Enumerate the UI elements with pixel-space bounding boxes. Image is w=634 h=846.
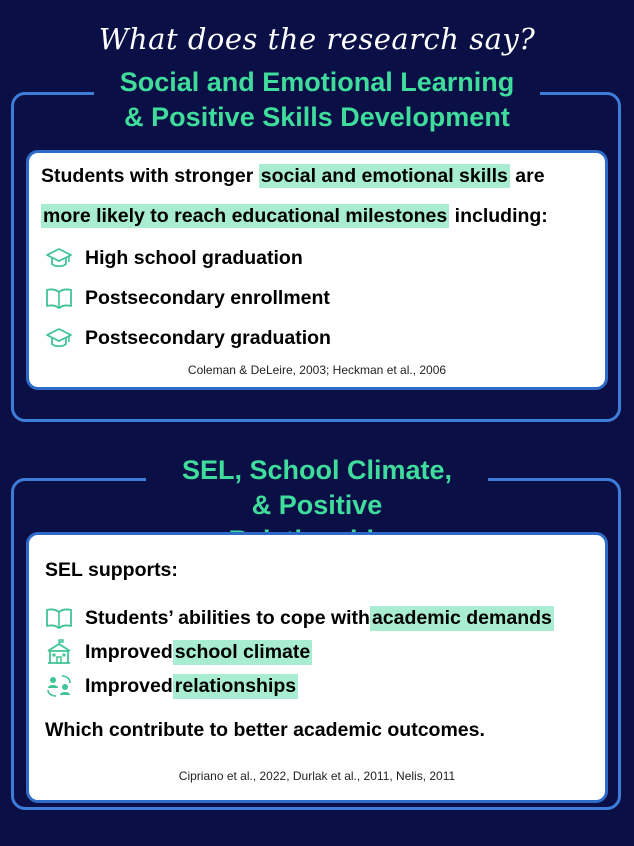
section2-conclusion: Which contribute to better academic outcomes. (45, 719, 485, 741)
intro-text: including: (449, 205, 548, 227)
intro-text: are (509, 165, 545, 187)
support-highlight: school climate (174, 640, 311, 663)
intro-text: Students with stronger (41, 165, 259, 187)
open-book-icon (45, 605, 73, 631)
milestone-item (45, 243, 303, 273)
intro-highlight: more likely to reach educational milestones (43, 205, 448, 227)
support-item (45, 637, 312, 667)
support-item (45, 671, 298, 701)
milestone-label: High school graduation (85, 246, 303, 269)
section1-heading (94, 65, 540, 135)
section2-card (26, 532, 608, 803)
section1-card (26, 150, 608, 390)
people-relationship-icon (45, 673, 73, 699)
section1-heading-line2: & Positive Skills Development (124, 102, 510, 132)
section2-heading-line2: & Positive (251, 490, 383, 520)
section1-heading-line1: Social and Emotional Learning (119, 67, 515, 97)
intro-highlight: social and emotional skills (260, 165, 508, 187)
section1-intro (41, 156, 601, 236)
support-item (45, 603, 554, 633)
section2-heading-line1: SEL, School Climate, (181, 455, 453, 485)
section1-citation: Coleman & DeLeire, 2003; Heckman et al., 2006 (187, 363, 447, 377)
support-highlight: relationships (174, 674, 297, 697)
section2-citation: Cipriano et al., 2022, Durlak et al., 2011, Nelis, 2011 (178, 769, 456, 783)
milestone-item (45, 323, 331, 353)
support-text: Improved (85, 640, 173, 663)
graduation-cap-icon (45, 325, 73, 351)
school-building-icon (45, 639, 73, 665)
support-text: Students’ abilities to cope with (85, 606, 370, 629)
milestone-label: Postsecondary graduation (85, 326, 331, 349)
section2-lead: SEL supports: (45, 559, 178, 581)
graduation-cap-icon (45, 245, 73, 271)
support-text: Improved (85, 674, 173, 697)
page-title: What does the research say? (98, 22, 536, 56)
milestone-label: Postsecondary enrollment (85, 286, 330, 309)
open-book-icon (45, 285, 73, 311)
support-highlight: academic demands (371, 606, 552, 629)
milestone-item (45, 283, 330, 313)
